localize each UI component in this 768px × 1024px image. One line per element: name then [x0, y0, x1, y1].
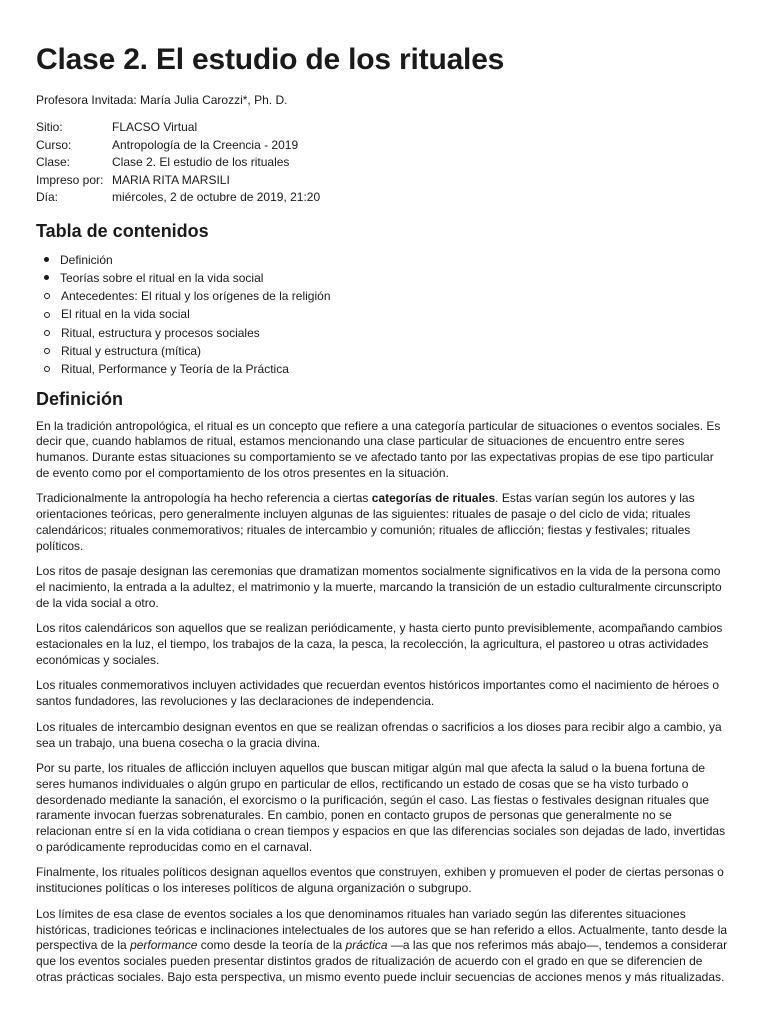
metadata-row — [36, 189, 320, 207]
metadata-value: MARIA RITA MARSILI — [112, 172, 230, 187]
page-title: Clase 2. El estudio de los rituales — [36, 43, 505, 76]
print-metadata-table — [36, 119, 320, 207]
hollow-bullet-icon — [44, 348, 50, 354]
metadata-row — [36, 172, 320, 190]
metadata-value: Clase 2. El estudio de los rituales — [112, 155, 290, 169]
hollow-bullet-icon — [44, 366, 50, 372]
metadata-row — [36, 137, 320, 155]
toc-item-label[interactable]: El ritual en la vida social — [61, 307, 190, 322]
toc-item-label[interactable]: Antecedentes: El ritual y los orígenes de la religión — [61, 289, 331, 304]
paragraph — [36, 491, 732, 554]
paragraph-text: . Estas varían según los autores y las orientaciones teóricas, pero generalmente incluyen algunas de las siguientes: rituales de pasaje o del ciclo de vida; rituales calendáricos; rituales conmemorativos; rituales de intercambio y comunión; rituales de aflicción; fiestas y festivales; rituales políticos. — [36, 491, 695, 553]
paragraph: Los rituales de intercambio designan eventos en que se realizan ofrendas o sacrificios a los dioses para recibir algo a cambio, ya sea un trabajo, una buena cosecha o la gracia divina. — [36, 719, 722, 750]
paragraph: En la tradición antropológica, el ritual es un concepto que refiere a una categoría particular de situaciones o eventos sociales. Es decir que, cuando hablamos de ritual, estamos mencionando una clase particular de situaciones de encuentro entre seres humanos. Durante estas situaciones su comportamiento se ve afectado tanto por las expectativas propias de ese tipo particular de evento como por el comportamiento de los otros presentes en la situación. — [36, 418, 721, 480]
toc-item-label[interactable]: Teorías sobre el ritual en la vida social — [60, 270, 264, 285]
toc-item[interactable] — [44, 305, 732, 323]
metadata-value: FLACSO Virtual — [112, 120, 198, 134]
toc-item[interactable] — [44, 269, 732, 287]
paragraph: Los ritos de pasaje designan las ceremonias que dramatizan momentos socialmente significativos en la vida de la persona como el nacimiento, la entrada a la adultez, el matrimonio y la muerte, marcando la transición de un estadio culturalmente circunscripto de la vida social a otro. — [36, 564, 722, 610]
paragraph: Los ritos calendáricos son aquellos que se realizan periódicamente, y hasta cierto punto previsiblemente, acompañando cambios estacionales en la luz, el tiempo, los trabajos de la caza, la pesca, la recolección, la agricultura, el pastoreo u otras actividades económicas y sociales. — [36, 621, 723, 667]
metadata-label: Sitio: — [36, 120, 63, 134]
toc-item[interactable] — [44, 251, 732, 269]
metadata-row — [36, 119, 320, 137]
paragraph-text: como desde la teoría de la — [197, 938, 346, 953]
paragraph-text: Tradicionalmente la antropología ha hecho referencia a ciertas — [36, 491, 372, 506]
filled-bullet-icon — [44, 257, 49, 262]
italic-term: práctica — [345, 938, 388, 953]
toc-item[interactable] — [44, 360, 732, 378]
metadata-value: Antropología de la Creencia - 2019 — [112, 137, 299, 152]
metadata-row — [36, 154, 320, 172]
hollow-bullet-icon — [44, 293, 50, 299]
toc-item-label[interactable]: Ritual y estructura (mítica) — [61, 343, 202, 358]
toc-item-label[interactable]: Ritual, estructura y procesos sociales — [61, 325, 260, 340]
paragraph-text: Los límites de esa clase de eventos sociales a los que denominamos rituales han variado según las diferentes situaciones históricas, tradiciones teóricas e inclinaciones intelectuales de los autores que se han referido a ellos. Actualmente, tanto desde la perspectiva de la — [36, 906, 728, 953]
toc-heading: Tabla de contenidos — [36, 220, 209, 241]
metadata-label: Impreso por: — [36, 172, 104, 187]
toc-item[interactable] — [44, 324, 732, 342]
toc-item[interactable] — [44, 287, 732, 305]
bold-term: categorías de rituales — [371, 491, 496, 506]
toc-item-label[interactable]: Ritual, Performance y Teoría de la Práctica — [61, 362, 289, 377]
toc-item-label[interactable]: Definición — [60, 252, 113, 267]
paragraph: Los rituales conmemorativos incluyen actividades que recuerdan eventos históricos importantes como el nacimiento de héroes o santos fundadores, las revoluciones y las declaraciones de independencia. — [36, 678, 720, 709]
italic-term: performance — [130, 938, 198, 953]
paragraph: Finalmente, los rituales políticos designan aquellos eventos que construyen, exhiben y promueven el poder de ciertas personas o instituciones políticas o los intereses políticos de alguna organización o subgrupo. — [36, 865, 724, 896]
paragraph-text: —a las que nos referimos más abajo—, tendemos a considerar que los eventos sociales pueden presentar distintos grados de ritualización de acuerdo con el grado en que se diferencien de otras prácticas sociales. Bajo esta perspectiva, un mismo evento puede incluir secuencias de acciones menos y más ritualizadas. — [36, 938, 728, 984]
metadata-label: Día: — [36, 190, 59, 204]
filled-bullet-icon — [44, 275, 49, 280]
section-heading-definicion: Definición — [36, 388, 124, 409]
metadata-label: Curso: — [36, 137, 72, 152]
hollow-bullet-icon — [44, 330, 50, 336]
paragraph — [36, 907, 732, 986]
toc-item[interactable] — [44, 342, 732, 360]
table-of-contents — [36, 251, 732, 379]
hollow-bullet-icon — [44, 312, 50, 318]
paragraph: Por su parte, los rituales de aflicción incluyen aquellos que buscan mitigar algún mal que afecta la salud o la buena fortuna de seres humanos individuales o algún grupo en particular de ellos, rectificando un estado de cosas que se ha visto turbado o desordenado mediante la sanación, el exorcismo o la purificación, según el caso. Las fiestas o festivales designan rituales que raramente invocan fuerzas sobrenaturales. En cambio, ponen en contacto grupos de personas que generalmente no se relacionan entre sí en la vida cotidiana o crean tiempos y espacios en que las diferencias sociales son dejadas de lado, invertidas o paródicamente reproducidas como en el carnaval. — [36, 761, 726, 854]
metadata-value: miércoles, 2 de octubre de 2019, 21:20 — [112, 190, 321, 204]
guest-professor: Profesora Invitada: María Julia Carozzi*, Ph. D. — [36, 93, 288, 107]
metadata-label: Clase: — [36, 155, 71, 169]
